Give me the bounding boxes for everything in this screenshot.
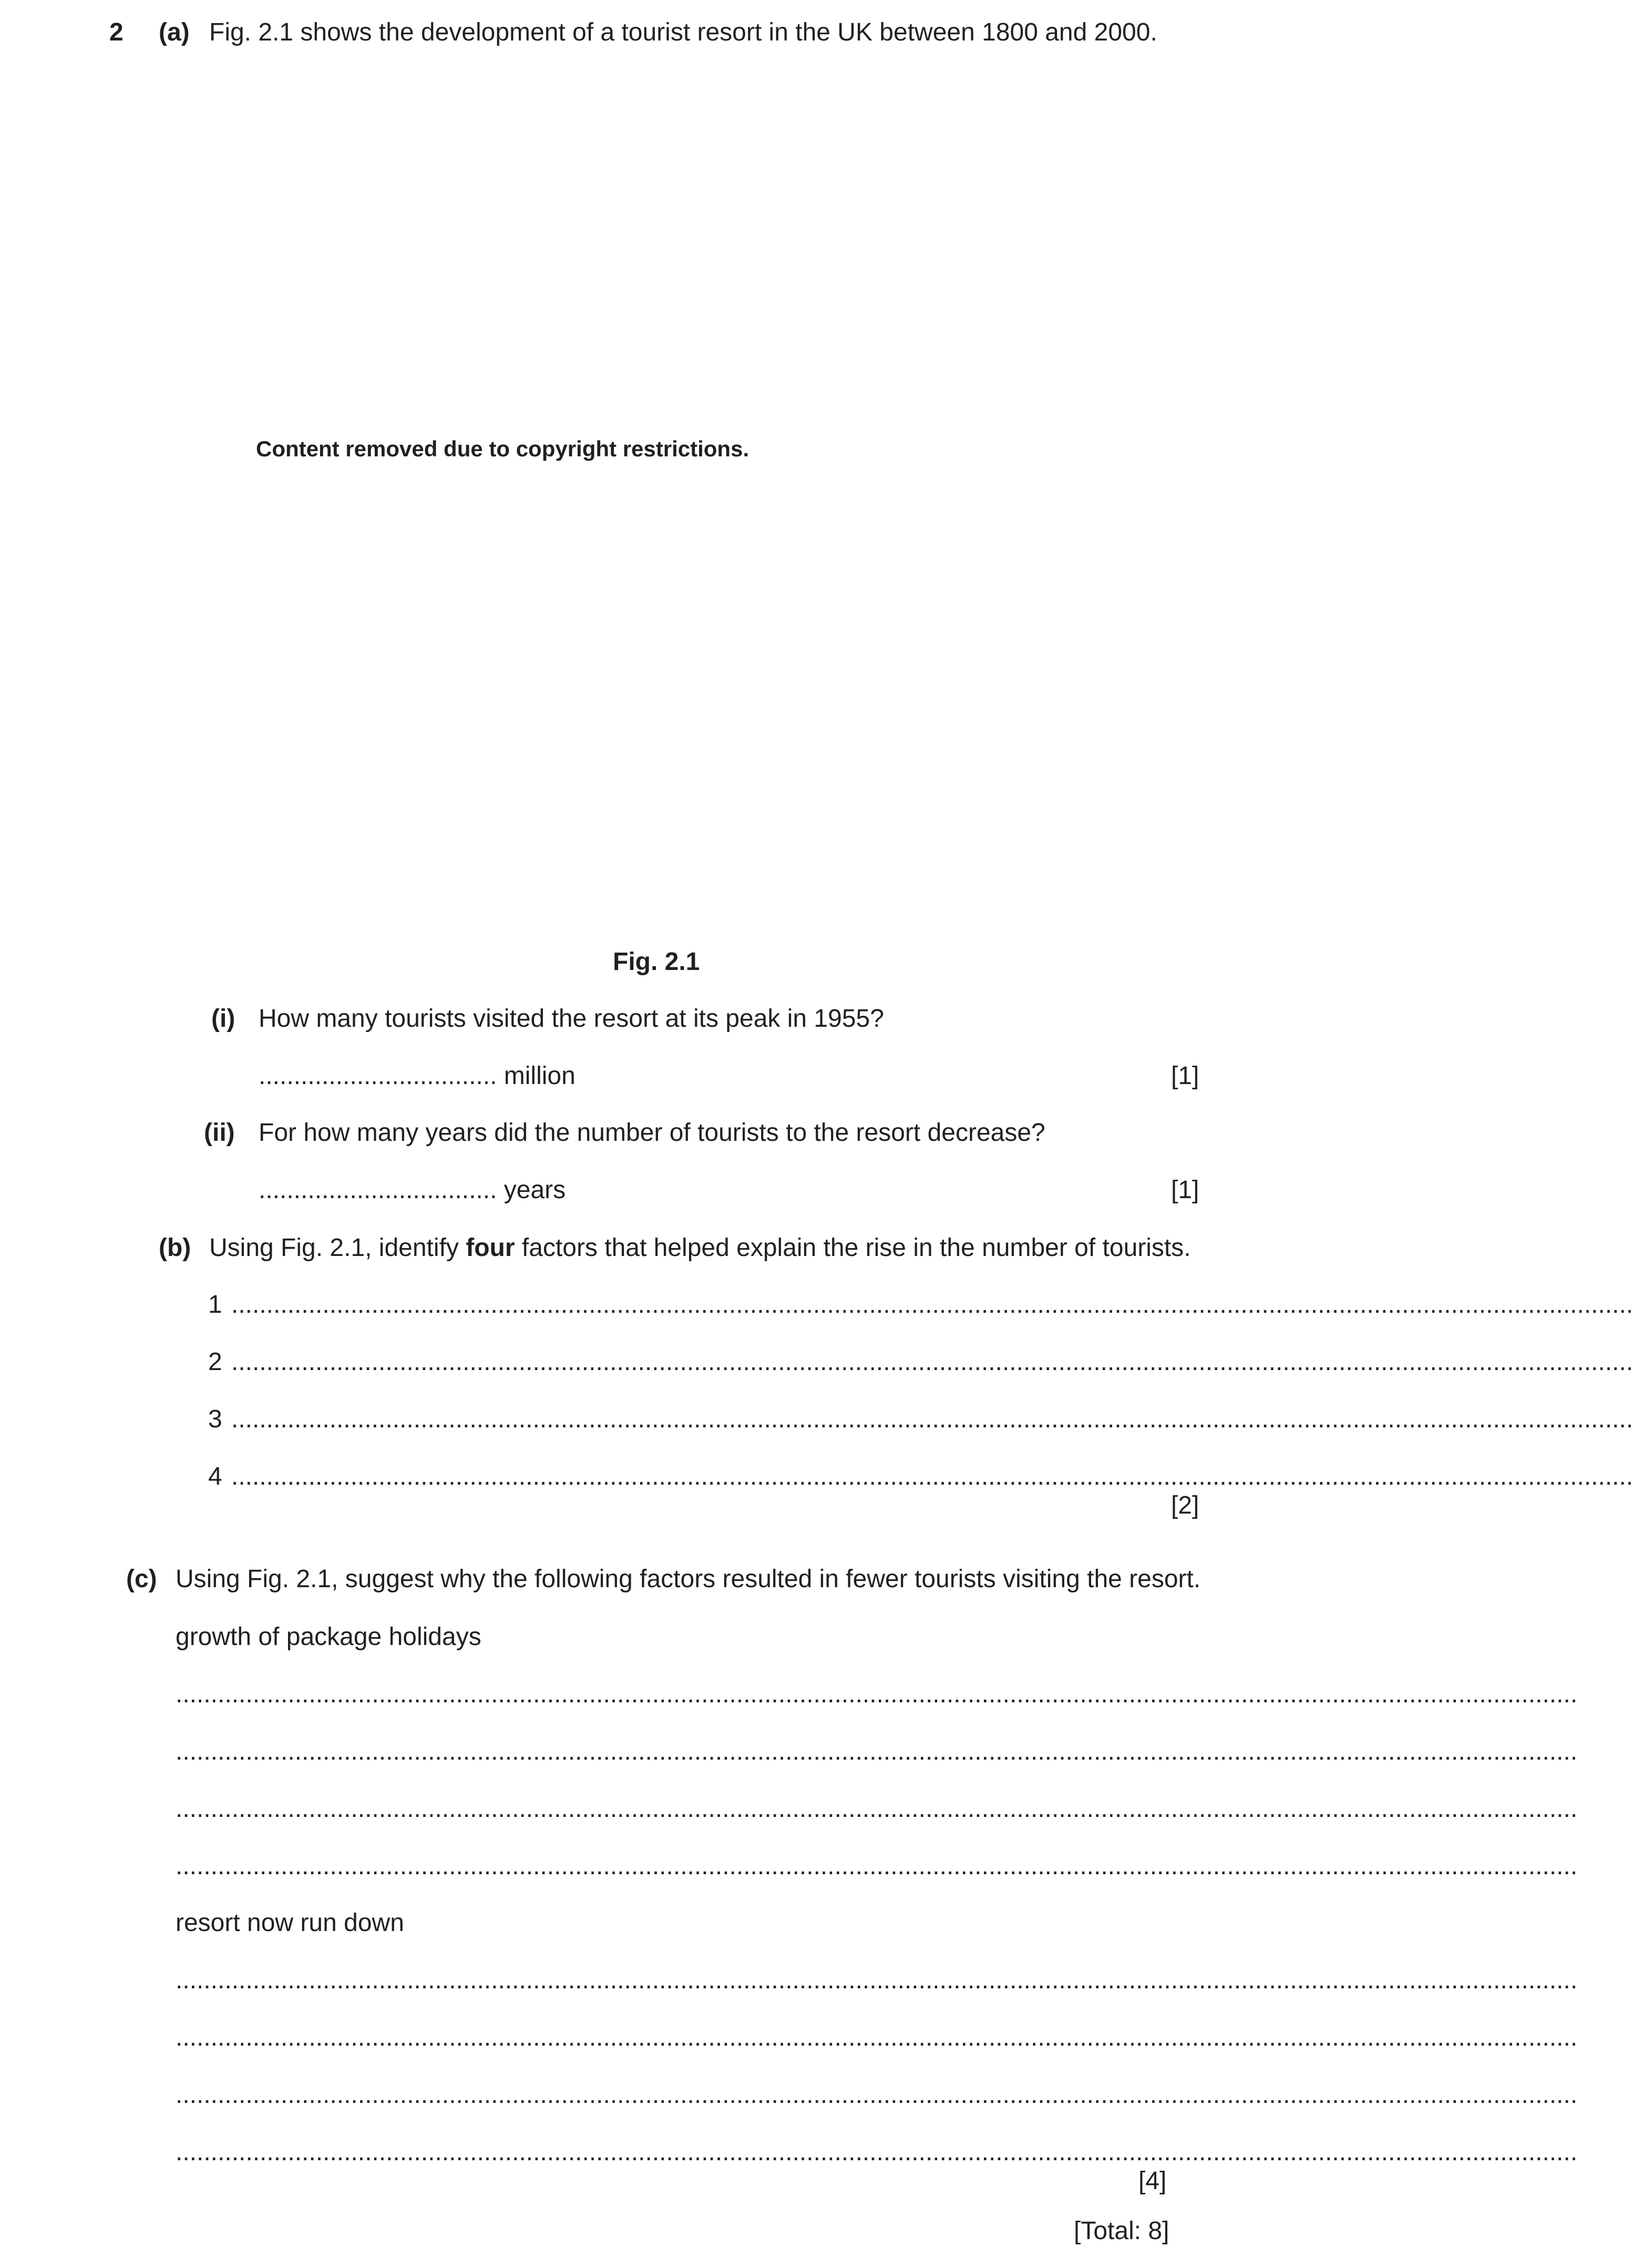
sub-i-answer-line[interactable] xyxy=(259,1064,576,1089)
factor-1-answer-line-4[interactable]: ........................................................................................................................................................................................................ xyxy=(176,1852,1578,1880)
part-a-label: (a) xyxy=(159,18,190,46)
part-c-text: Using Fig. 2.1, suggest why the following factors resulted in fewer tourists visiting the resort. xyxy=(176,1565,1201,1593)
factor-1-heading: growth of package holidays xyxy=(176,1623,481,1651)
part-c-label: (c) xyxy=(126,1565,157,1593)
sub-ii-label: (ii) xyxy=(204,1119,235,1147)
sub-ii-marks: [1] xyxy=(1171,1176,1199,1204)
part-b-text-before: Using Fig. 2.1, identify xyxy=(209,1234,466,1262)
factor-2-answer-line-1[interactable]: ........................................................................................................................................................................................................ xyxy=(176,1966,1578,1994)
sub-ii-unit: years xyxy=(504,1176,566,1204)
part-b-line-number: 3 xyxy=(208,1405,222,1433)
question-number: 2 xyxy=(109,18,124,46)
part-b-answer-line-1[interactable]: ........................................................................................................................................................................................................ xyxy=(231,1291,1633,1319)
sub-ii-answer-line[interactable] xyxy=(259,1178,566,1203)
part-b-text xyxy=(209,1235,1191,1261)
factor-1-answer-line-2[interactable]: ........................................................................................................................................................................................................ xyxy=(176,1738,1578,1765)
part-b-answer-line-3[interactable]: ........................................................................................................................................................................................................ xyxy=(231,1405,1633,1433)
sub-i-marks: [1] xyxy=(1171,1062,1199,1090)
sub-i-unit: million xyxy=(504,1062,576,1090)
figure-caption: Fig. 2.1 xyxy=(613,948,700,976)
sub-i-text: How many tourists visited the resort at its peak in 1955? xyxy=(259,1005,884,1033)
factor-2-answer-line-3[interactable]: ........................................................................................................................................................................................................ xyxy=(176,2081,1578,2109)
sub-i-label: (i) xyxy=(211,1005,235,1033)
part-b-marks: [2] xyxy=(1171,1491,1199,1519)
part-b-text-after: factors that helped explain the rise in the number of tourists. xyxy=(515,1234,1191,1262)
factor-2-heading: resort now run down xyxy=(176,1909,404,1937)
sub-ii-dots: .................................. xyxy=(259,1176,497,1204)
part-a-intro: Fig. 2.1 shows the development of a tourist resort in the UK between 1800 and 2000. xyxy=(209,18,1157,46)
part-b-answer-line-4[interactable]: ........................................................................................................................................................................................................ xyxy=(231,1463,1633,1490)
sub-ii-text: For how many years did the number of tourists to the resort decrease? xyxy=(259,1119,1045,1147)
part-b-line-number: 2 xyxy=(208,1348,222,1376)
part-b-label: (b) xyxy=(159,1234,191,1262)
factor-1-answer-line-3[interactable]: ........................................................................................................................................................................................................ xyxy=(176,1795,1578,1823)
total-marks: [Total: 8] xyxy=(1074,2217,1169,2245)
part-c-marks: [4] xyxy=(1138,2167,1167,2195)
factor-2-answer-line-4[interactable]: ........................................................................................................................................................................................................ xyxy=(176,2138,1578,2166)
sub-i-dots: .................................. xyxy=(259,1062,497,1090)
part-b-line-number: 4 xyxy=(208,1463,222,1490)
part-b-text-bold: four xyxy=(466,1234,515,1262)
copyright-notice: Content removed due to copyright restrictions. xyxy=(256,436,749,461)
factor-1-answer-line-1[interactable]: ........................................................................................................................................................................................................ xyxy=(176,1680,1578,1708)
part-b-answer-line-2[interactable]: ........................................................................................................................................................................................................ xyxy=(231,1348,1633,1376)
factor-2-answer-line-2[interactable]: ........................................................................................................................................................................................................ xyxy=(176,2024,1578,2051)
part-b-line-number: 1 xyxy=(208,1291,222,1319)
